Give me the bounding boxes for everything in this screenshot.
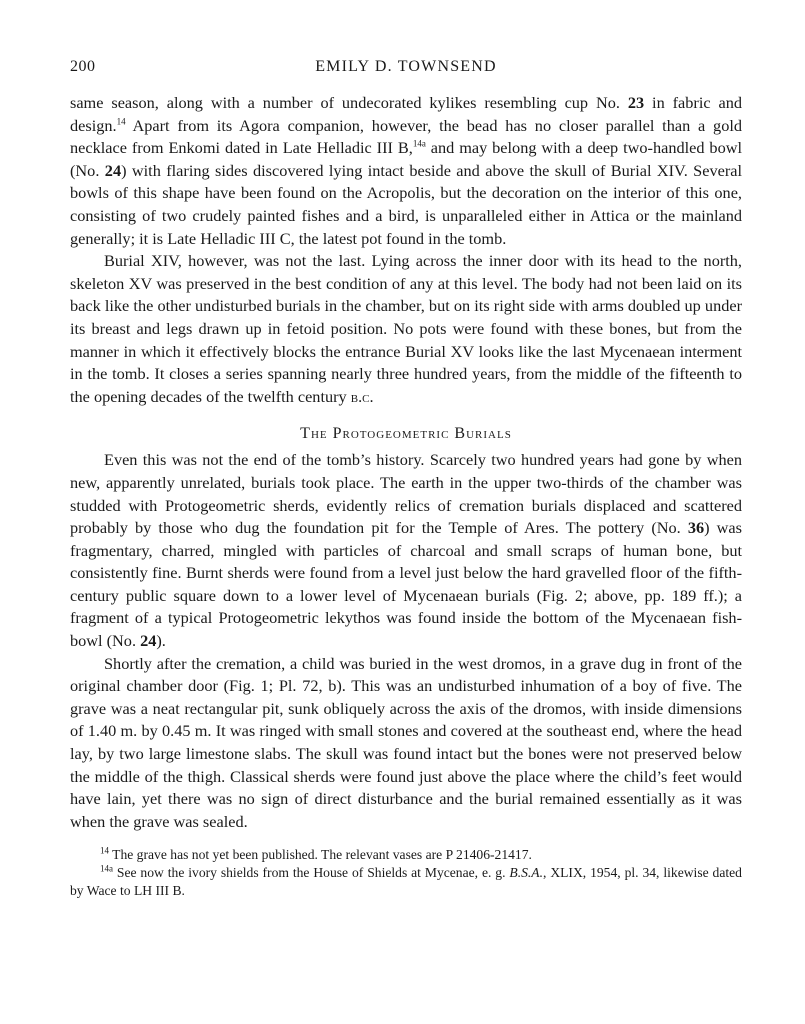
journal-title: B.S.A. bbox=[509, 865, 544, 881]
paragraph-2-text: Burial XIV, however, was not the last. Lying across the inner door with its head to the north, skeleton XV was preserved in the best condition of any at this level. The body had not been laid on its back like the other undisturbed burials in the chamber, but on its right side with arms doubled up under its breast and legs drawn up in fetoid position. No pots were found with these bones, but from the manner in which it effectively blocks the entrance Burial XV looks like the last Mycenaean interment in the tomb. It closes a series spanning nearly three hundred years, from the middle of the fifteenth to the opening decades of the twelfth century bbox=[70, 251, 742, 406]
running-head bbox=[70, 58, 742, 82]
paragraph-1-text-e: and may belong with a deep two-handled bowl (No. bbox=[70, 138, 742, 180]
paragraph-1-text-g: ) with flaring sides discovered lying intact beside and above the skull of Burial XIV. Several bowls of this shape have been found on the Acropolis, but the decoration on the interior of this one, consisting of two crudely painted fishes and a bird, is unparalleled either in Attica or the mainland generally; it is Late Helladic III C, the latest pot found in the tomb. bbox=[70, 160, 742, 248]
catalog-number-24: 24 bbox=[104, 160, 122, 180]
paragraph-3-text-a: Even this was not the end of the tomb’s history. Scarcely two hundred years had gone by when new, apparently unrelated, burials took place. The earth in the upper two-thirds of the chamber was studded with Protogeometric sherds, evidently relics of cremation burials displaced and scattered probably by those who dug the foundation pit for the Temple of Ares. The pottery (No. bbox=[70, 450, 742, 538]
paragraph-1-text-c: in fabric and design. bbox=[70, 93, 742, 135]
page-number: 200 bbox=[70, 58, 96, 75]
footnote-14 bbox=[70, 846, 742, 864]
paragraph-1-text-d: Apart from its Agora companion, however, the bead has no closer parallel than a gold necklace from Enkomi dated in Late Helladic III B, bbox=[70, 115, 742, 158]
paragraph-3-text-c: ) was fragmentary, charred, mingled with particles of charcoal and small scraps of human bone, but consistently fine. Burnt sherds were found from a level just below the hard gravelled floor of the fifth-century public square down to a lower level of Mycenaean burials (Fig. 2; above, pp. 189 ff.); a fragment of a typical Protogeometric lekythos was found inside the bottom of the Mycenaean fish-bowl (No. bbox=[70, 518, 742, 651]
footnotes bbox=[70, 846, 742, 900]
catalog-number-36: 36 bbox=[687, 518, 705, 538]
era-abbreviation: b.c. bbox=[350, 386, 374, 406]
paragraph-3-text-e: ). bbox=[156, 631, 166, 651]
paragraph-1-text-a: same season, along with a number of undecorated kylikes resembling cup No. bbox=[70, 93, 628, 112]
footnote-mark-14: 14 bbox=[100, 845, 109, 856]
running-title: EMILY D. TOWNSEND bbox=[315, 58, 497, 75]
footnote-mark-14a: 14a bbox=[100, 863, 113, 874]
footnote-ref-14: 14 bbox=[116, 116, 126, 127]
paragraph-1 bbox=[70, 92, 742, 250]
section-heading: The Protogeometric Burials bbox=[300, 425, 512, 443]
body-text bbox=[70, 92, 742, 833]
page-content bbox=[70, 58, 742, 900]
footnote-ref-14a: 14a bbox=[412, 138, 426, 149]
footnote-14a-text-a: See now the ivory shields from the House of Shields at Mycenae, e. g. bbox=[113, 865, 510, 881]
footnote-14-text: The grave has not yet been published. The relevant vases are P 21406-21417. bbox=[109, 847, 532, 863]
footnote-14a-text-b: , XLIX, 1954, pl. 34, likewise dated by Wace to LH III B. bbox=[70, 865, 742, 899]
catalog-number-23: 23 bbox=[627, 93, 645, 112]
paragraph-2 bbox=[70, 250, 742, 408]
catalog-number-24-ref: 24 bbox=[140, 631, 157, 651]
footnote-14a bbox=[70, 864, 742, 900]
paragraph-4: Shortly after the cremation, a child was buried in the west dromos, in a grave dug in front of the original chamber door (Fig. 1; Pl. 72, b). This was an undisturbed inhumation of a boy of five. The grave was a neat rectangular pit, sunk obliquely across the axis of the dromos, with inside dimensions of 1.40 m. by 0.45 m. It was ringed with small stones and covered at the southeast end, where the head lay, by two large limestone slabs. The skull was found intact but the bones were not preserved below the middle of the thigh. Classical sherds were found just above the place where the child’s feet would have lain, yet there was no sign of direct disturbance and the burial remained essentially as it was when the grave was sealed. bbox=[70, 653, 742, 831]
paragraph-3 bbox=[70, 449, 742, 652]
